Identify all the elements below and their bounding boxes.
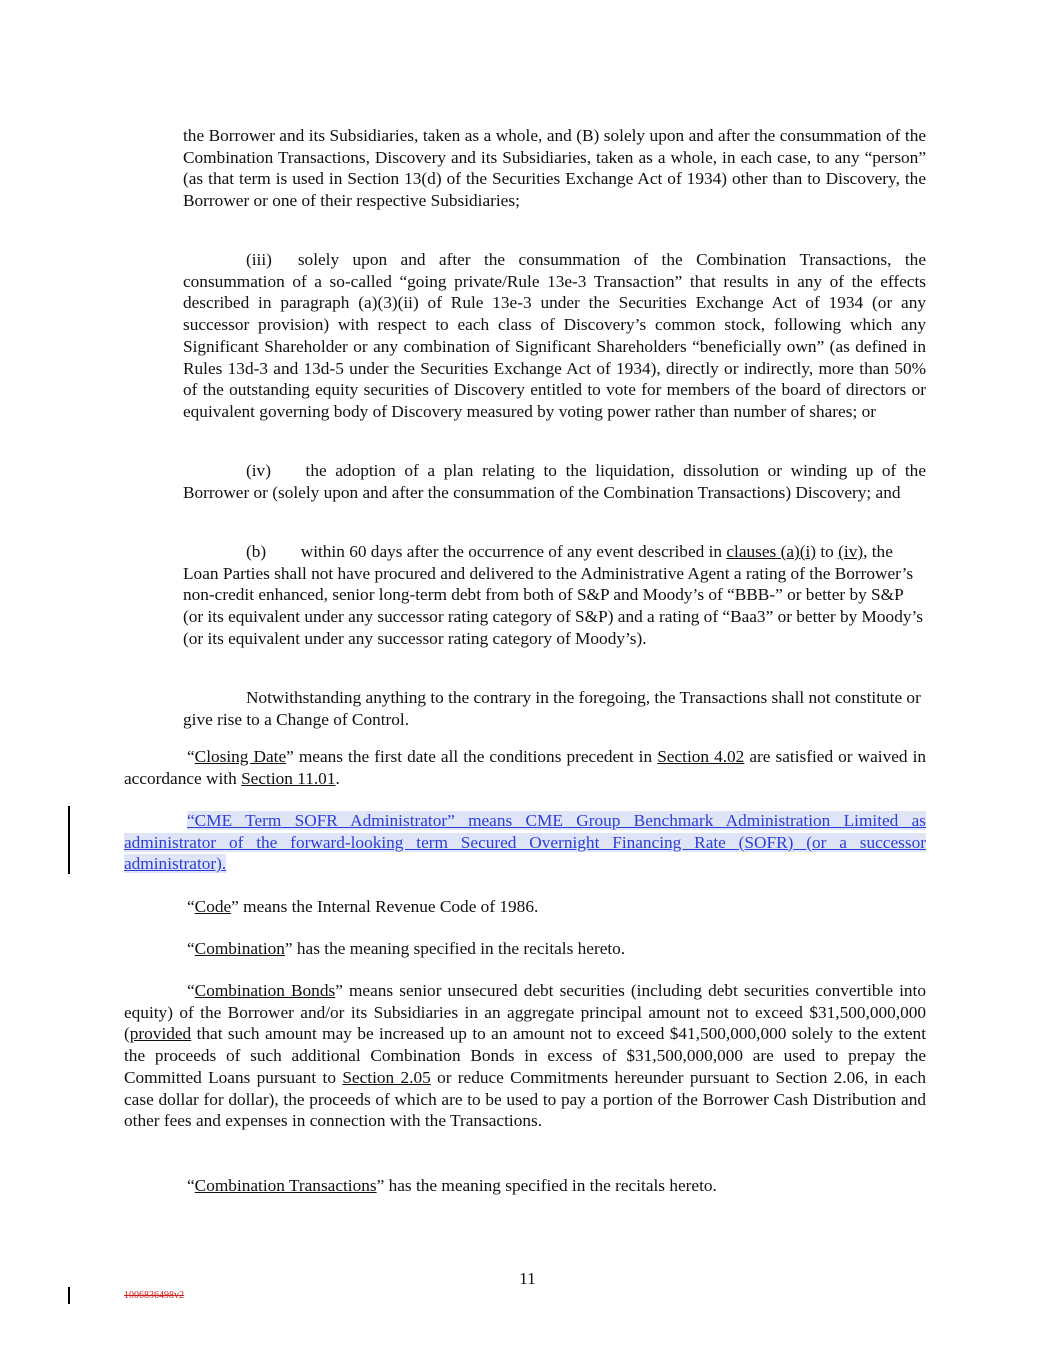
- term-code: Code: [194, 897, 232, 916]
- term-combination-bonds: Combination Bonds: [194, 981, 336, 1000]
- definition-closing-date: [124, 746, 926, 789]
- change-bar-footer: [68, 1287, 70, 1304]
- definition-text: ” means the Internal Revenue Code of 1986.: [231, 897, 539, 916]
- quote-mark: “: [187, 897, 195, 916]
- definition-text: .: [335, 768, 340, 788]
- definition-code: [124, 896, 926, 918]
- clause-iv-reference[interactable]: (iv): [838, 542, 864, 561]
- section-4-02-reference[interactable]: Section 4.02: [657, 747, 745, 766]
- section-11-01-reference[interactable]: Section 11.01: [241, 768, 336, 788]
- definition-combination-transactions: [124, 1175, 926, 1197]
- definition-text: ” has the meaning specified in the recitals hereto.: [284, 939, 626, 958]
- definition-text: ” has the meaning specified in the recitals hereto.: [376, 1176, 717, 1195]
- paragraph-clause-a-ii-continued: the Borrower and its Subsidiaries, taken as a whole, and (B) solely upon and after the consummation of the Combination Transactions, Discovery and its Subsidiaries, taken as a whole, in each case, to any “person” (as that term is used in Section 13(d) of the Securities Exchange Act of 1934) other than to Discovery, the Borrower or one of their respective Subsidiaries;: [183, 126, 926, 211]
- paragraph-clause-b: [183, 541, 926, 650]
- definition-cme-term-sofr-administrator: [124, 810, 926, 875]
- change-bar: [68, 806, 70, 874]
- definition-text: that such amount may be increased up to an amount not to exceed $41,500,000,000 solely to the extent the proceeds of such additional Combination Bonds in excess of $31,500,000,000 are used to prepay the Committed Loans pursuant to: [124, 1024, 926, 1087]
- quote-mark: “: [187, 939, 195, 958]
- paragraph-notwithstanding: Notwithstanding anything to the contrary in the foregoing, the Transactions shall not constitute or give rise to a Change of Control.: [183, 688, 921, 729]
- definition-text: or reduce Commitments hereunder pursuant to Section 2.06, in each case dollar for dollar), the proceeds of which are to be used to pay a portion of the Borrower Cash Distribution and other fees and expenses in connection with the Transactions.: [124, 1067, 926, 1131]
- quote-mark: “: [187, 981, 195, 1000]
- clauses-a-i-reference[interactable]: clauses (a)(i): [726, 542, 817, 561]
- definition-text: are satisfied or waived in accordance with: [124, 747, 927, 788]
- page-number: 11: [519, 1269, 536, 1288]
- definition-combination-bonds: [124, 980, 926, 1132]
- quote-mark: “: [187, 747, 195, 766]
- clause-b-text: to: [816, 542, 839, 561]
- definition-combination: [124, 938, 926, 960]
- document-id: 1006836498v2: [124, 1290, 184, 1301]
- inserted-text-cme-definition: “CME Term SOFR Administrator” means CME Group Benchmark Administration Limited as administrator of the forward-looking term Secured Overnight Financing Rate (SOFR) (or a successor administrator).: [124, 811, 926, 874]
- paragraph-clause-a-iii: (iii) solely upon and after the consummation of the Combination Transactions, the consummation of a so-called “going private/Rule 13e-3 Transaction” that results in any of the effects described in paragraph (a)(3)(ii) of Rule 13e-3 under the Securities Exchange Act of 1934 (or any successor provision) with respect to each class of Discovery’s common stock, following which any Significant Shareholder or any combination of Significant Shareholders “beneficially own” (as defined in Rules 13d-3 and 13d-5 under the Securities Exchange Act of 1934), directly or indirectly, more than 50% of the outstanding equity securities of Discovery entitled to vote for members of the board of directors or equivalent governing body of Discovery measured by voting power rather than number of shares; or: [183, 250, 926, 421]
- term-closing-date: Closing Date: [194, 747, 287, 766]
- term-combination-transactions: Combination Transactions: [194, 1176, 377, 1195]
- term-combination: Combination: [194, 939, 285, 958]
- quote-mark: “: [187, 1176, 195, 1195]
- clause-b-text: , the Loan Parties shall not have procured and delivered to the Administrative Agent a rating of the Borrower’s non-credit enhanced, senior long-term debt from both of S&P and Moody’s of “BBB-” or better by S&P (or its equivalent under any successor rating category of S&P) and a rating of “Baa3” or better by Moody’s (or its equivalent under any successor rating category of Moody’s).: [183, 542, 923, 648]
- paragraph-clause-a-iv: (iv) the adoption of a plan relating to the liquidation, dissolution or winding up of the Borrower or (solely upon and after the consummation of the Combination Transactions) Discovery; and: [183, 461, 926, 502]
- clause-b-text: (b) within 60 days after the occurrence of any event described in: [246, 542, 727, 561]
- section-2-05-reference[interactable]: Section 2.05: [342, 1067, 431, 1087]
- definition-text: ” means the first date all the conditions precedent in: [286, 747, 658, 766]
- definition-text: ” means senior unsecured debt securities (including debt securities convertible into equity) of the Borrower and/or its Subsidiaries in an aggregate principal amount not to exceed $31,500,000,000 (: [124, 981, 926, 1044]
- provided-term: provided: [129, 1024, 192, 1044]
